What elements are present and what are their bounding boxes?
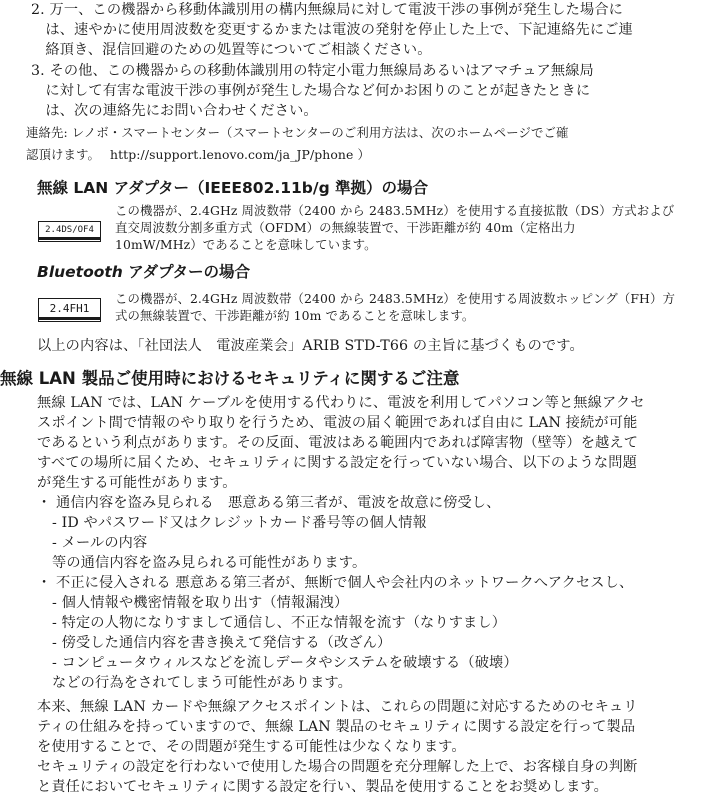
bullet-intrusion-item-1: - 個人情報や機密情報を取り出す（情報漏洩）: [52, 595, 349, 611]
contact-line-2-text: 認頂けます。: [26, 147, 100, 162]
bluetooth-heading-rest: アダプターの場合: [122, 263, 251, 281]
badge-bar-icon: [39, 237, 100, 240]
note-3-line-1: 3. その他、この機器からの移動体識別用の特定小電力無線局あるいはアマチュア無線局: [31, 63, 594, 79]
bullet-intrusion-item-4: - コンピュータウィルスなどを流しデータやシステムを破壊する（破壊）: [52, 655, 518, 671]
wlan-desc-line-3: 10mW/MHz）であることを意味しています。: [115, 237, 377, 252]
bullet-intrusion-item-3: - 傍受した通信内容を書き換えて発信する（改ざん）: [52, 635, 392, 651]
bluetooth-badge-label: 2.4FH1: [49, 302, 90, 315]
bluetooth-desc-line-1: この機器が、2.4GHz 周波数帯（2400 から 2483.5MHz）を使用する周波数ホッピング（FH）方: [115, 291, 675, 306]
bullet-eavesdrop-item-1: - ID やパスワード又はクレジットカード番号等の個人情報: [52, 515, 427, 531]
wlan-adapter-heading: 無線 LAN アダプター（IEEE802.11b/g 準拠）の場合: [37, 179, 429, 197]
security-closing-line-4: セキュリティの設定を行わないで使用した場合の問題を充分理解した上で、お客様自身の判断: [37, 759, 638, 775]
security-closing-line-3: を使用することで、その問題が発生する可能性は少なくなります。: [37, 739, 466, 755]
note-2-line-1: 2. 万一、この機器から移動体識別用の構内無線局に対して電波干渉の事例が発生した場合に: [31, 2, 623, 18]
bullet-intrusion-item-2: - 特定の人物になりすまして通信し、不正な情報を流す（なりすまし）: [52, 615, 507, 631]
security-intro-line-5: が発生する可能性があります。: [37, 475, 237, 491]
security-intro-line-3: であるという利点があります。その反面、電波はある範囲内であれば障害物（壁等）を越えて: [37, 435, 639, 451]
bluetooth-desc-line-2: 式の無線装置で、干渉距離が約 10m であることを意味します。: [115, 308, 475, 323]
bluetooth-frequency-badge: [38, 298, 101, 322]
bullet-eavesdrop-lead: ・ 通信内容を盗み見られる 悪意ある第三者が、電波を故意に傍受し、: [37, 495, 501, 511]
contact-line-2-end: ）: [357, 147, 370, 162]
security-intro-line-4: すべての場所に届くため、セキュリティに関する設定を行っていない場合、以下のような問題: [37, 455, 637, 471]
support-url-link[interactable]: http://support.lenovo.com/ja_JP/phone: [110, 147, 354, 162]
note-3-line-3: は、次の連絡先にお問い合わせください。: [31, 103, 318, 119]
bullet-eavesdrop-tail: 等の通信内容を盗み見られる可能性があります。: [52, 555, 367, 571]
bluetooth-adapter-heading: [37, 262, 250, 282]
security-heading: 無線 LAN 製品ご使用時におけるセキュリティに関するご注意: [0, 369, 460, 388]
contact-line-2: [26, 146, 370, 163]
security-intro-line-2: スポイント間で情報のやり取りを行うため、電波の届く範囲であれば自由に LAN 接続が可能: [37, 415, 638, 431]
security-closing-line-5: と責任においてセキュリティに関する設定を行い、製品を使用することをお奨めします。: [37, 779, 608, 795]
note-3-line-2: に対して有害な電波干渉の事例が発生した場合など何かお困りのことが起きたときに: [31, 83, 591, 99]
contact-line-1: 連絡先: レノボ・スマートセンター（スマートセンターのご利用方法は、次のホームページでご確: [26, 125, 569, 140]
bullet-intrusion-lead: ・ 不正に侵入される 悪意ある第三者が、無断で個人や会社内のネットワークへアクセスし、: [37, 575, 634, 591]
note-2-line-3: 絡頂き、混信回避のための処置等についてご相談ください。: [31, 42, 432, 58]
arib-standard-note: 以上の内容は、「社団法人 電波産業会」ARIB STD-T66 の主旨に基づくものです。: [37, 338, 584, 354]
security-intro-line-1: 無線 LAN では、LAN ケーブルを使用する代わりに、電波を利用してパソコン等と無線アクセ: [37, 395, 645, 411]
wlan-frequency-badge: [38, 221, 101, 242]
bullet-intrusion-tail: などの行為をされてしまう可能性があります。: [52, 675, 352, 691]
wlan-desc-line-1: この機器が、2.4GHz 周波数帯（2400 から 2483.5MHz）を使用する直接拡散（DS）方式および: [115, 203, 675, 218]
security-closing-line-2: ティの仕組みを持っていますので、無線 LAN 製品のセキュリティに関する設定を行って製品: [37, 719, 636, 735]
security-closing-line-1: 本来、無線 LAN カードや無線アクセスポイントは、これらの問題に対応するためのセキュリ: [37, 699, 638, 715]
bluetooth-heading-italic: Bluetooth: [37, 263, 123, 281]
note-2-line-2: は、速やかに使用周波数を変更するかまたは電波の発射を停止した上で、下記連絡先にご連: [31, 22, 633, 38]
bullet-eavesdrop-item-2: - メールの内容: [52, 535, 148, 551]
wlan-badge-label: 2.4DS/OF4: [45, 225, 94, 235]
badge-bar-icon: [39, 317, 100, 320]
wlan-desc-line-2: 直交周波数分割多重方式（OFDM）の無線装置で、干渉距離が約 40m（定格出力: [115, 220, 576, 235]
